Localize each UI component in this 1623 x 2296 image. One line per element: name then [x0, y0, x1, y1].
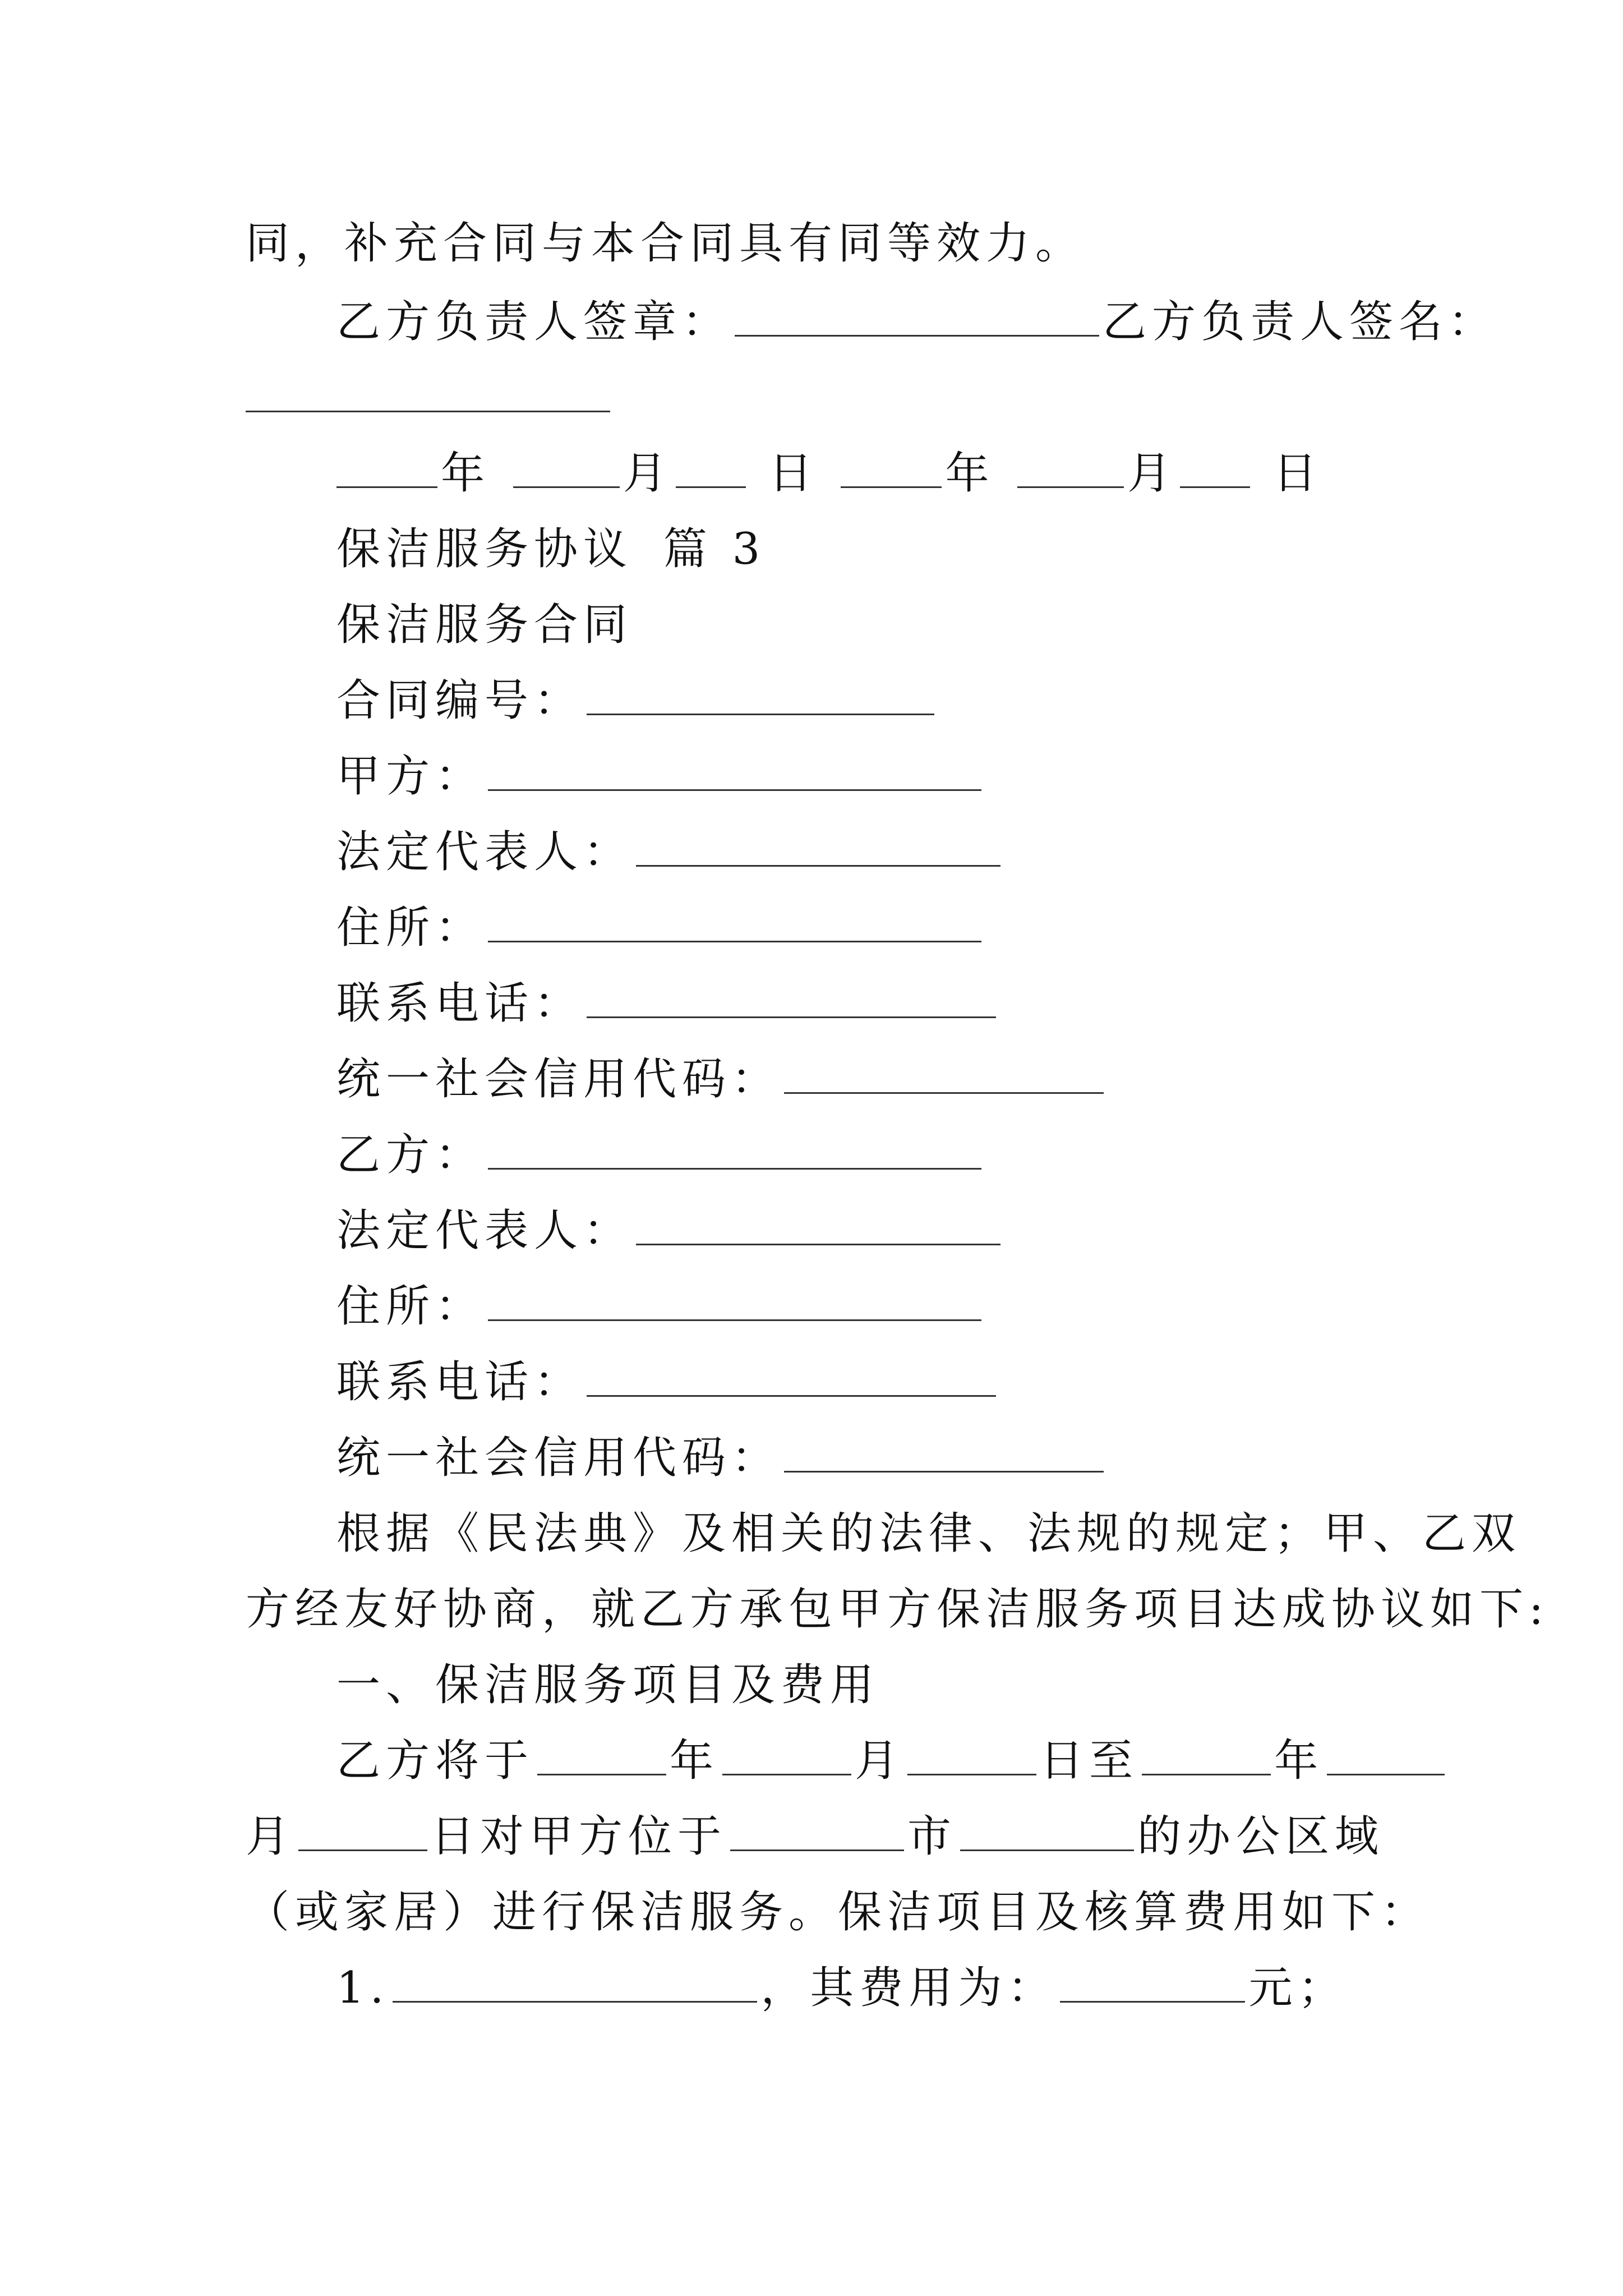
addr-a-field[interactable] [488, 907, 981, 942]
date-month-field-2[interactable] [1017, 453, 1124, 488]
item-1-cost-field[interactable] [1060, 1967, 1245, 2003]
preamble-text-2: 方经友好协商，就乙方承包甲方保洁服务项目达成协议如下: [246, 1584, 1550, 1635]
addr-b-field[interactable] [488, 1286, 981, 1321]
article-1-para-line-3 [246, 1887, 1431, 1938]
date-year-label-2: 年 [945, 448, 995, 499]
city-label: 市 [907, 1811, 957, 1862]
city-field[interactable] [730, 1816, 904, 1851]
location-text: 日对甲方位于 [431, 1811, 727, 1862]
end-year-label: 年 [1274, 1736, 1324, 1786]
signature-line-cont [246, 376, 614, 420]
date-day-label-2: 日 [1273, 448, 1323, 499]
item-1-unit: 元； [1248, 1963, 1348, 2013]
sign-seal-field[interactable] [735, 301, 1099, 337]
credit-a-label: 统一社会信用代码： [336, 1054, 781, 1105]
phone-b-field[interactable] [587, 1361, 996, 1397]
article-1-para-line-2 [246, 1811, 1385, 1862]
rep-b-label: 法定代表人： [336, 1205, 633, 1256]
section-title: 保洁服务协议 [336, 524, 633, 574]
preamble-line-1 [336, 1508, 1521, 1559]
date-day-field-2[interactable] [1180, 453, 1250, 488]
sign-name-field[interactable] [246, 377, 610, 412]
contract-no-field[interactable] [587, 680, 934, 715]
credit-b-label: 统一社会信用代码： [336, 1433, 781, 1483]
preamble-line-2 [246, 1584, 1550, 1635]
party-a-line [336, 751, 985, 802]
start-day-field[interactable] [907, 1740, 1036, 1775]
office-area-text: 的办公区域 [1137, 1811, 1385, 1862]
start-day-label: 日至 [1040, 1736, 1139, 1786]
credit-a-line [336, 1054, 1107, 1105]
sign-name-label: 乙方负责人签名： [1103, 297, 1498, 347]
date-day-field[interactable] [676, 453, 746, 488]
date-month-field[interactable] [513, 453, 620, 488]
phone-a-line [336, 978, 999, 1029]
credit-a-field[interactable] [784, 1059, 1104, 1094]
end-month-field-partial[interactable] [1327, 1740, 1445, 1775]
preamble-text-1: 根据《民法典》及相关的法律、法规的规定；甲、乙双 [336, 1508, 1521, 1559]
date-month-label-2: 月 [1127, 448, 1177, 499]
contract-no-line [336, 675, 938, 726]
rep-a-field[interactable] [636, 831, 1000, 867]
end-month-label: 月 [246, 1811, 296, 1862]
end-day-field[interactable] [298, 1816, 427, 1851]
phone-b-label: 联系电话： [336, 1357, 584, 1407]
item-1-name-field[interactable] [393, 1967, 757, 2003]
date-month-label: 月 [623, 448, 672, 499]
date-line [336, 448, 1323, 499]
sign-seal-label: 乙方负责人签章： [336, 297, 732, 347]
item-1-number: 1. [336, 1963, 390, 2013]
phone-b-line [336, 1357, 999, 1407]
section-number: 篇 3 [663, 524, 766, 574]
district-field[interactable] [960, 1816, 1134, 1851]
party-a-label: 甲方： [336, 751, 485, 802]
phone-a-label: 联系电话： [336, 978, 584, 1029]
contract-title: 保洁服务合同 [336, 600, 633, 650]
article-1-title: 一、保洁服务项目及费用 [336, 1660, 880, 1710]
date-year-field-2[interactable] [841, 453, 942, 488]
signature-line [336, 297, 1498, 347]
section-heading [336, 524, 766, 574]
text-line [246, 218, 1085, 269]
phone-a-field[interactable] [587, 983, 996, 1018]
article-1-para-line-1 [336, 1736, 1448, 1786]
date-day-label: 日 [768, 448, 818, 499]
end-year-field[interactable] [1142, 1740, 1271, 1775]
article-1-text-3: （或家居）进行保洁服务。保洁项目及核算费用如下： [246, 1887, 1431, 1938]
date-year-label: 年 [441, 448, 491, 499]
credit-b-line [336, 1433, 1107, 1483]
rep-a-line [336, 827, 1004, 877]
addr-a-label: 住所： [336, 903, 485, 953]
party-b-line [336, 1130, 985, 1180]
addr-b-label: 住所： [336, 1281, 485, 1332]
item-1-line [336, 1963, 1348, 2013]
start-year-field[interactable] [537, 1740, 666, 1775]
start-month-field[interactable] [722, 1740, 851, 1775]
party-a-field[interactable] [488, 756, 981, 791]
addr-b-line [336, 1281, 985, 1332]
contract-title-line [336, 600, 633, 650]
date-year-field[interactable] [336, 453, 437, 488]
contract-no-label: 合同编号： [336, 675, 584, 726]
rep-b-field[interactable] [636, 1210, 1000, 1245]
party-b-field[interactable] [488, 1134, 981, 1170]
article-1-heading [336, 1660, 880, 1710]
paragraph-text: 同，补充合同与本合同具有同等效力。 [246, 218, 1085, 269]
article-1-text: 乙方将于 [336, 1736, 534, 1786]
rep-a-label: 法定代表人： [336, 827, 633, 877]
rep-b-line [336, 1205, 1004, 1256]
credit-b-field[interactable] [784, 1437, 1104, 1473]
start-month-label: 月 [855, 1736, 905, 1786]
start-year-label: 年 [670, 1736, 720, 1786]
addr-a-line [336, 903, 985, 953]
item-1-cost-label: ，其费用为： [760, 1963, 1057, 2013]
party-b-label: 乙方： [336, 1130, 485, 1180]
